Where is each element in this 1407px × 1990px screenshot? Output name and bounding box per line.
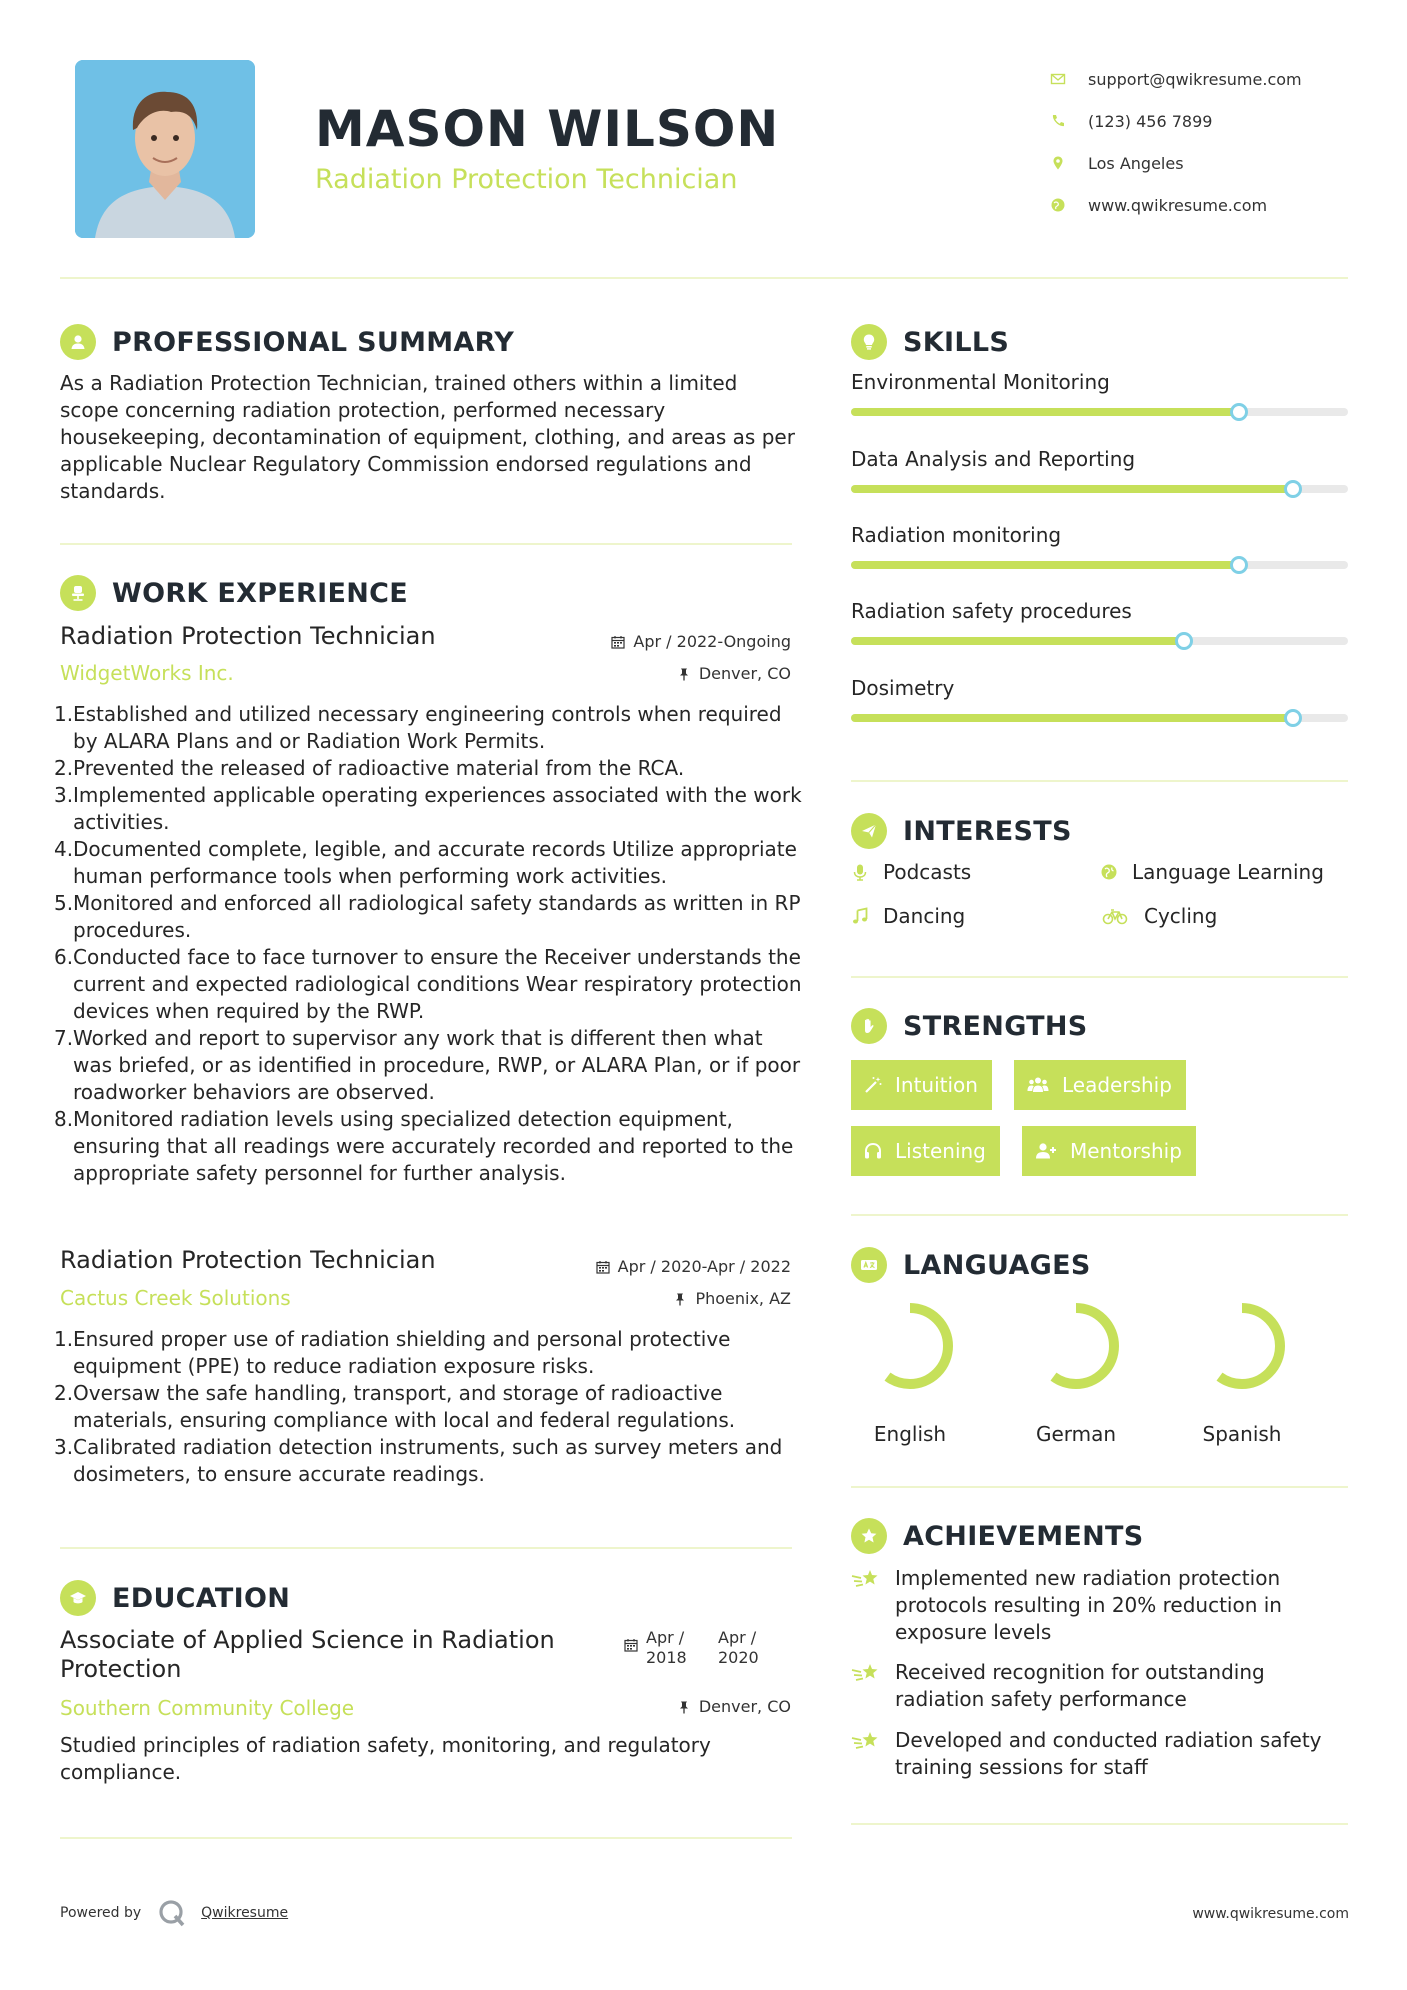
candidate-title: Radiation Protection Technician — [315, 164, 738, 195]
achievement-text: Developed and conducted radiation safety training sessions for staff — [895, 1728, 1322, 1779]
degree-title: Associate of Applied Science in Radiation Protection — [60, 1626, 555, 1683]
achievement-item — [851, 1565, 1351, 1646]
summary-divider — [60, 543, 792, 545]
section-interests-heading — [851, 813, 1072, 849]
achievement-text: Received recognition for outstanding radiation safety performance — [895, 1660, 1265, 1711]
language-progress-ring — [1028, 1298, 1124, 1394]
achievements-title: ACHIEVEMENTS — [903, 1520, 1144, 1552]
skill-name: Radiation safety procedures — [851, 599, 1132, 623]
raised-hand-icon — [859, 1016, 879, 1036]
bicycle-icon — [1100, 907, 1130, 925]
calendar-icon — [611, 635, 625, 649]
education-location-text: Denver, CO — [698, 1697, 791, 1716]
contact-location-text: Los Angeles — [1088, 153, 1184, 173]
duty-item: 2. Prevented the released of radioactive material from the RCA. — [54, 756, 685, 780]
skill-level-handle — [1284, 480, 1302, 498]
contact-phone-text: (123) 456 7899 — [1088, 111, 1213, 131]
contact-email-text: support@qwikresume.com — [1088, 69, 1302, 89]
skill-name: Dosimetry — [851, 676, 955, 700]
job-2-dates — [596, 1257, 791, 1276]
experience-divider — [60, 1547, 792, 1549]
contact-phone[interactable] — [1050, 100, 1380, 142]
candidate-name: MASON WILSON — [315, 100, 780, 158]
job-2-dates-text: Apr / 2020-Apr / 2022 — [617, 1257, 791, 1276]
user-plus-icon — [1034, 1141, 1058, 1161]
shooting-star-icon — [851, 1729, 883, 1755]
job-2-location-text: Phoenix, AZ — [695, 1289, 791, 1308]
skill-item — [851, 523, 1348, 547]
pushpin-icon — [677, 667, 691, 681]
magic-wand-icon — [863, 1075, 883, 1095]
duty-item: 3. Calibrated radiation detection instruments, such as survey meters and dosimeters, to ensure accurate readings. — [54, 1435, 783, 1486]
strength-leadership — [1014, 1060, 1186, 1110]
pushpin-icon — [677, 1700, 691, 1714]
job-1-company: WidgetWorks Inc. — [60, 661, 234, 685]
job-1-dates — [611, 632, 791, 651]
achievements-divider — [851, 1823, 1348, 1825]
strength-label: Listening — [895, 1139, 986, 1163]
profile-photo — [75, 60, 255, 238]
headphones-icon — [863, 1141, 883, 1161]
skill-level-handle — [1230, 556, 1248, 574]
paper-plane-icon — [859, 821, 879, 841]
map-pin-icon — [1050, 155, 1066, 171]
skill-bar — [851, 637, 1348, 645]
job-1-dates-text: Apr / 2022-Ongoing — [633, 632, 791, 651]
language-spanish — [1177, 1298, 1307, 1446]
achievement-item — [851, 1727, 1351, 1781]
job-2-duties — [54, 1326, 804, 1488]
interest-label: Dancing — [883, 904, 966, 928]
strengths-title: STRENGTHS — [903, 1010, 1088, 1042]
interest-label: Language Learning — [1132, 860, 1324, 884]
contact-email[interactable] — [1050, 58, 1380, 100]
interest-dancing — [851, 904, 965, 928]
header-divider — [60, 277, 1348, 279]
person-portrait-icon — [75, 60, 255, 238]
skill-level-handle — [1175, 632, 1193, 650]
achievement-item — [851, 1659, 1351, 1713]
education-start: Apr / 2018 — [646, 1628, 687, 1667]
lightbulb-icon — [859, 332, 879, 352]
education-location — [677, 1697, 791, 1716]
footer-website[interactable]: www.qwikresume.com — [1192, 1906, 1349, 1922]
skill-name: Radiation monitoring — [851, 523, 1062, 547]
shooting-star-icon — [851, 1661, 883, 1687]
strength-label: Leadership — [1062, 1073, 1172, 1097]
skill-item — [851, 447, 1348, 471]
duty-item: 4. Documented complete, legible, and accurate records Utilize appropriate human performance tools when performing work activities. — [54, 837, 797, 888]
language-progress-ring — [862, 1298, 958, 1394]
education-end: Apr / 2020 — [718, 1628, 759, 1667]
skill-item — [851, 370, 1348, 394]
achievement-text: Implemented new radiation protection protocols resulting in 20% reduction in exposure levels — [895, 1566, 1282, 1644]
calendar-icon — [624, 1638, 638, 1652]
office-chair-icon — [68, 583, 88, 603]
globe-icon — [1100, 863, 1118, 881]
strengths-divider — [851, 1214, 1348, 1216]
user-icon — [68, 332, 88, 352]
phone-icon — [1050, 113, 1066, 129]
interest-language-learning — [1100, 860, 1324, 884]
language-german — [1011, 1298, 1141, 1446]
section-education-heading — [60, 1580, 290, 1616]
job-2-company: Cactus Creek Solutions — [60, 1286, 291, 1310]
skill-fill — [851, 714, 1293, 722]
graduation-icon — [68, 1588, 88, 1608]
job-1-duties — [54, 701, 804, 1187]
education-description: Studied principles of radiation safety, monitoring, and regulatory compliance. — [60, 1733, 711, 1784]
contact-list — [1050, 58, 1380, 226]
interest-label: Cycling — [1144, 904, 1218, 928]
skill-fill — [851, 637, 1184, 645]
education-title: EDUCATION — [112, 1582, 291, 1614]
duty-item: 8. Monitored radiation levels using specialized detection equipment, ensuring that all readings were accurately recorded and reported to the appropriate safety personnel for further analysis. — [54, 1107, 794, 1185]
users-icon — [1026, 1075, 1050, 1095]
skills-title: SKILLS — [903, 326, 1010, 358]
school-name: Southern Community College — [60, 1696, 355, 1720]
duty-item: 6. Conducted face to face turnover to ensure the Receiver understands the current and expected radiological conditions Wear respiratory protection devices when required by the RWP. — [54, 945, 802, 1023]
interests-title: INTERESTS — [903, 815, 1072, 847]
job-1-title: Radiation Protection Technician — [60, 622, 436, 650]
job-2-title: Radiation Protection Technician — [60, 1246, 436, 1274]
language-english — [845, 1298, 975, 1446]
interest-podcasts — [851, 860, 971, 884]
duty-item: 2. Oversaw the safe handling, transport, and storage of radioactive materials, ensuring compliance with local and federal regulations. — [54, 1381, 736, 1432]
skill-name: Data Analysis and Reporting — [851, 447, 1136, 471]
qwikresume-logo-icon — [157, 1898, 187, 1928]
duty-item: 1. Established and utilized necessary engineering controls when required by ALARA Plans and or Radiation Work Permits. — [54, 702, 782, 753]
skill-fill — [851, 561, 1239, 569]
strength-label: Mentorship — [1070, 1139, 1182, 1163]
section-languages-heading — [851, 1247, 1091, 1283]
envelope-icon — [1050, 71, 1066, 87]
language-name: Spanish — [1202, 1422, 1282, 1446]
strength-mentorship — [1022, 1126, 1196, 1176]
globe-icon — [1050, 197, 1066, 213]
languages-title: LANGUAGES — [903, 1249, 1091, 1281]
summary-text: As a Radiation Protection Technician, trained others within a limited scope concerning radiation protection, performed necessary housekeeping, decontamination of equipment, clothing, and areas as per applicable Nuclear Regulatory Commission endorsed regulations and standards. — [60, 371, 795, 503]
contact-website[interactable] — [1050, 184, 1380, 226]
skill-bar — [851, 485, 1348, 493]
job-1-location — [677, 664, 791, 683]
duty-item: 5. Monitored and enforced all radiological safety standards as written in RP procedures. — [54, 891, 801, 942]
microphone-icon — [851, 863, 869, 881]
skill-fill — [851, 485, 1293, 493]
skill-bar — [851, 714, 1348, 722]
skill-item — [851, 676, 1348, 700]
skill-name: Environmental Monitoring — [851, 370, 1110, 394]
duty-item: 3. Implemented applicable operating experiences associated with the work activities. — [54, 783, 802, 834]
job-1-location-text: Denver, CO — [698, 664, 791, 683]
skill-bar — [851, 408, 1348, 416]
duty-item: 1. Ensured proper use of radiation shielding and personal protective equipment (PPE) to reduce radiation exposure risks. — [54, 1327, 731, 1378]
section-skills-heading — [851, 324, 1009, 360]
skill-level-handle — [1284, 709, 1302, 727]
skill-item — [851, 599, 1348, 623]
section-summary-heading — [60, 324, 514, 360]
section-strengths-heading — [851, 1008, 1088, 1044]
strength-intuition — [851, 1060, 992, 1110]
language-progress-ring — [1194, 1298, 1290, 1394]
language-name: English — [873, 1422, 947, 1446]
footer-powered-by — [60, 1898, 288, 1928]
languages-divider — [851, 1486, 1348, 1488]
experience-title: WORK EXPERIENCE — [112, 577, 408, 609]
translate-icon — [859, 1255, 879, 1275]
skill-bar — [851, 561, 1348, 569]
skill-fill — [851, 408, 1239, 416]
education-divider — [60, 1837, 792, 1839]
interest-cycling — [1100, 904, 1217, 928]
contact-website-text: www.qwikresume.com — [1088, 195, 1268, 215]
skills-divider — [851, 780, 1348, 782]
section-experience-heading — [60, 575, 408, 611]
section-achievements-heading — [851, 1518, 1144, 1554]
strength-listening — [851, 1126, 1000, 1176]
strength-label: Intuition — [895, 1073, 978, 1097]
qwikresume-link[interactable]: Qwikresume — [201, 1905, 289, 1921]
language-name: German — [1035, 1422, 1117, 1446]
summary-title: PROFESSIONAL SUMMARY — [112, 326, 515, 358]
music-note-icon — [851, 907, 869, 925]
star-badge-icon — [859, 1526, 879, 1546]
calendar-icon — [596, 1260, 610, 1274]
job-2-location — [673, 1289, 791, 1308]
shooting-star-icon — [851, 1567, 883, 1593]
contact-location — [1050, 142, 1380, 184]
powered-by-text: Powered by — [60, 1905, 142, 1921]
interests-divider — [851, 976, 1348, 978]
skill-level-handle — [1230, 403, 1248, 421]
pushpin-icon — [673, 1292, 687, 1306]
education-dates — [624, 1628, 772, 1668]
interest-label: Podcasts — [883, 860, 972, 884]
duty-item: 7. Worked and report to supervisor any work that is different then what was briefed, or as identified in procedure, RWP, or ALARA Plan, or if poor roadworker behaviors are observed. — [54, 1026, 801, 1104]
